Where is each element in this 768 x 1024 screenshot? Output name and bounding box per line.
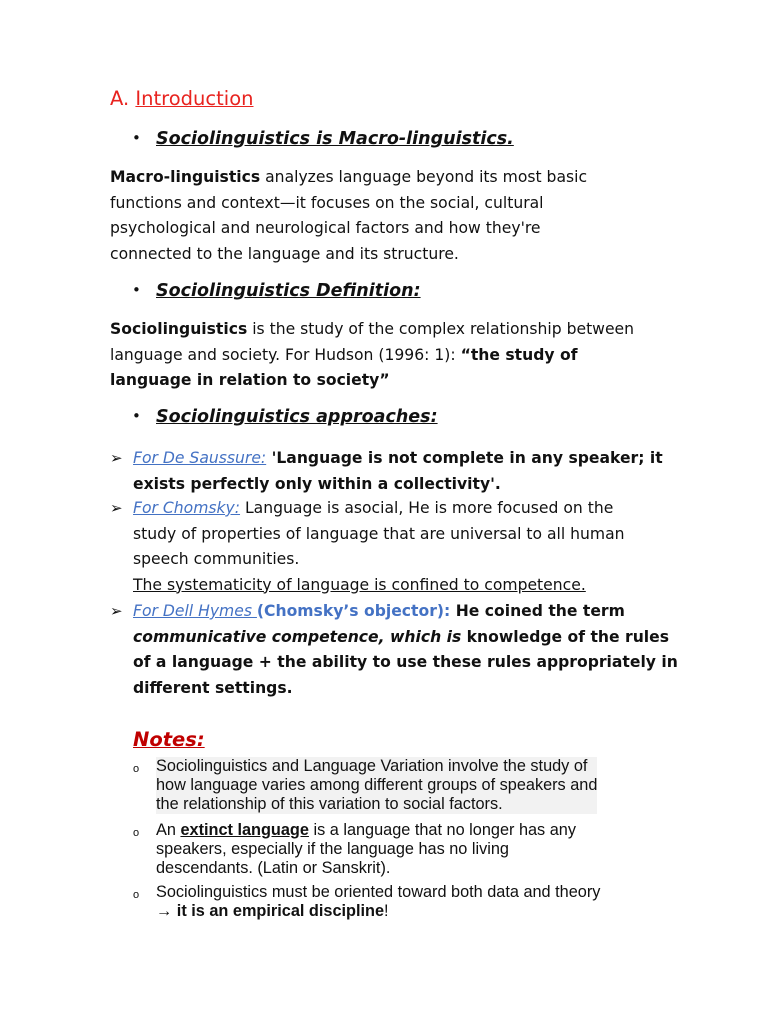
chomsky-line2: study of properties of language that are universal to all human: [133, 524, 625, 543]
chomsky-line3: speech communities.: [133, 550, 300, 568]
bullet-approaches-text: Sociolinguistics approaches:: [156, 407, 438, 427]
macro-line3: psychological and neurological factors and how they're: [110, 219, 541, 237]
circle-bullet-icon: o: [133, 763, 140, 775]
note1-line3: the relationship of this variation to social factors.: [156, 795, 597, 814]
macro-line2: functions and context—it focuses on the social, cultural: [110, 193, 544, 212]
bullet-icon: •: [132, 129, 141, 147]
definition-paragraph: [110, 317, 670, 394]
definition-term: Sociolinguistics: [110, 320, 248, 338]
approach-saussure: [110, 446, 670, 498]
definition-line2: language and society. For Hudson (1996: 1):: [110, 345, 461, 364]
circle-bullet-icon: o: [133, 827, 140, 839]
arrow-bullet-icon: ➢: [110, 602, 123, 620]
chomsky-line4: The systematicity of language is confined to competence.: [133, 575, 586, 594]
notes-title: Notes:: [133, 728, 205, 751]
saussure-line1: 'Language is not complete in any speaker; it: [266, 449, 663, 467]
bullet-definition: [132, 281, 421, 301]
bullet-macro-text: Sociolinguistics is Macro-linguistics.: [156, 129, 514, 149]
arrow-bullet-icon: ➢: [110, 449, 123, 467]
note3-bold: it is an empirical discipline: [172, 902, 385, 920]
arrow-bullet-icon: ➢: [110, 499, 123, 517]
hymes-objector: (Chomsky’s objector):: [256, 602, 451, 620]
hymes-line4: different settings.: [133, 678, 293, 697]
note2-line2: speakers, especially if the language has no living: [156, 840, 509, 858]
chomsky-line1: Language is asocial, He is more focused on the: [240, 499, 614, 517]
section-heading: [110, 87, 254, 110]
note1-line2: how language varies among different groups of speakers and: [156, 776, 598, 794]
section-title: Introduction: [135, 87, 254, 110]
bullet-definition-text: Sociolinguistics Definition:: [156, 281, 421, 301]
macro-term: Macro-linguistics: [110, 168, 261, 186]
right-arrow-icon: →: [156, 902, 173, 920]
hymes-line2: knowledge of the rules: [461, 627, 670, 646]
chomsky-label: For Chomsky:: [133, 499, 241, 517]
extinct-language-term: extinct language: [180, 821, 309, 839]
approach-chomsky: [110, 496, 670, 600]
note2-line3: descendants. (Latin or Sanskrit).: [156, 859, 391, 877]
bullet-macro: [132, 129, 514, 149]
note-item: [133, 757, 673, 817]
saussure-label: For De Saussure:: [133, 449, 267, 467]
macro-line4: connected to the language and its structure.: [110, 244, 459, 263]
macro-paragraph: [110, 165, 670, 267]
note3-end: !: [384, 902, 389, 920]
note1-line1: Sociolinguistics and Language Variation involve the study of: [156, 757, 597, 776]
hymes-italic: communicative competence, which is: [133, 627, 462, 646]
note2-line1: is a language that no longer has any: [308, 821, 576, 839]
hudson-quote-start: “the study of: [460, 345, 578, 364]
bullet-icon: •: [132, 407, 141, 425]
hymes-label: For Dell Hymes: [133, 602, 257, 620]
hymes-line3: of a language + the ability to use these rules appropriately in: [133, 653, 678, 671]
hudson-quote-end: language in relation to society”: [110, 371, 390, 389]
bullet-icon: •: [132, 281, 141, 299]
section-marker: A.: [110, 87, 130, 110]
note-item: [133, 883, 673, 923]
saussure-line2: exists perfectly only within a collectivity'.: [133, 474, 501, 493]
note-item: [133, 821, 673, 881]
hymes-line1: He coined the term: [450, 602, 625, 620]
circle-bullet-icon: o: [133, 889, 140, 901]
note3-line1: Sociolinguistics must be oriented toward both data and theory: [156, 883, 601, 901]
macro-line1: analyzes language beyond its most basic: [260, 168, 588, 186]
approach-hymes: [110, 599, 678, 703]
note2-prefix: An: [156, 821, 181, 839]
definition-line1: is the study of the complex relationship between: [247, 320, 635, 338]
bullet-approaches: [132, 407, 438, 427]
